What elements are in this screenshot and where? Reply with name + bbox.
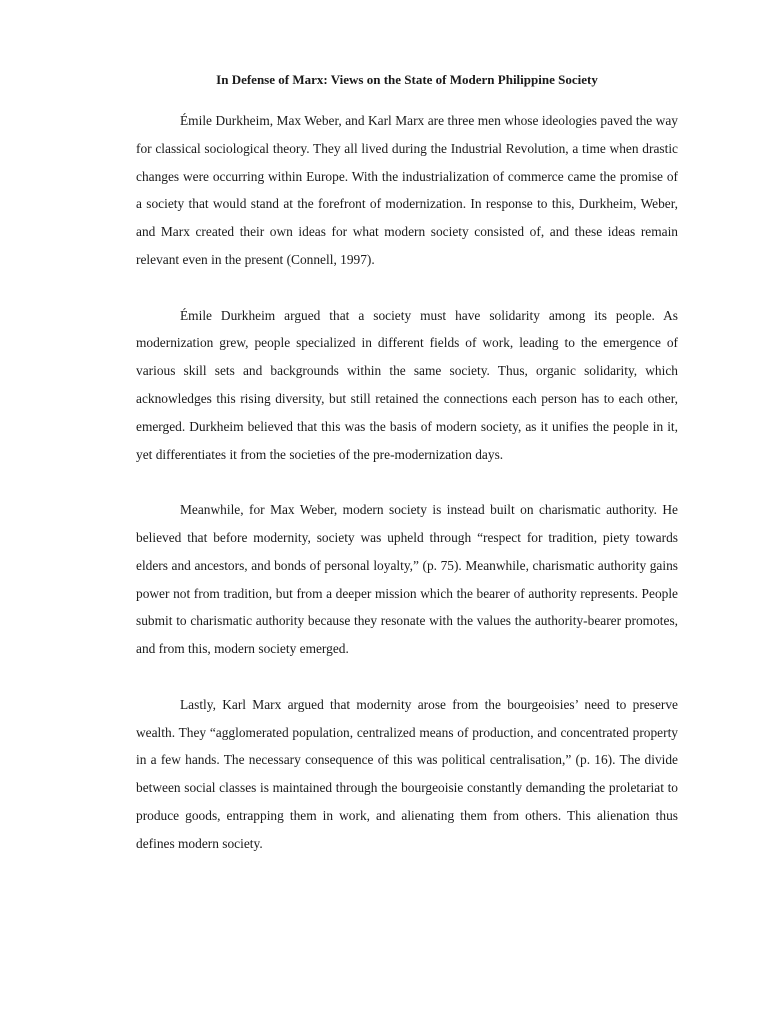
paragraph-marx: Lastly, Karl Marx argued that modernity arose from the bourgeoisies’ need to preserve wealth. They “agglomerated population, centralized means of production, and concentrated property in a few hands. The necessary consequence of this was political centralisation,” (p. 16). The divide between social classes is maintained through the bourgeoisie constantly demanding the proletariat to produce goods, entrapping them in work, and alienating them from others. This alienation thus defines modern society.: [136, 696, 678, 851]
paragraph-durkheim: Émile Durkheim argued that a society must have solidarity among its people. As modernization grew, people specialized in different fields of work, leading to the emergence of various skill sets and backgrounds within the same society. Thus, organic solidarity, which acknowledges this rising diversity, but still retained the connections each person has to each other, emerged. Durkheim believed that this was the basis of modern society, as it unifies the people in it, yet differentiates it from the societies of the pre-modernization days.: [136, 307, 678, 462]
document-title: In Defense of Marx: Views on the State of Modern Philippine Society: [216, 72, 598, 87]
paragraph-weber: Meanwhile, for Max Weber, modern society is instead built on charismatic authority. He believed that before modernity, society was upheld through “respect for tradition, piety towards elders and ancestors, and bonds of personal loyalty,” (p. 75). Meanwhile, charismatic authority gains power not from tradition, but from a deeper mission which the bearer of authority represents. People submit to charismatic authority because they resonate with the values the authority-bearer promotes, and from this, modern society emerged.: [136, 502, 678, 657]
document-body: [136, 107, 678, 885]
paragraph-intro: Émile Durkheim, Max Weber, and Karl Marx are three men whose ideologies paved the way for classical sociological theory. They all lived during the Industrial Revolution, a time when drastic changes were occurring within Europe. With the industrialization of commerce came the promise of a society that would stand at the forefront of modernization. In response to this, Durkheim, Weber, and Marx created their own ideas for what modern society consisted of, and these ideas remain relevant even in the present (Connell, 1997).: [136, 113, 678, 267]
